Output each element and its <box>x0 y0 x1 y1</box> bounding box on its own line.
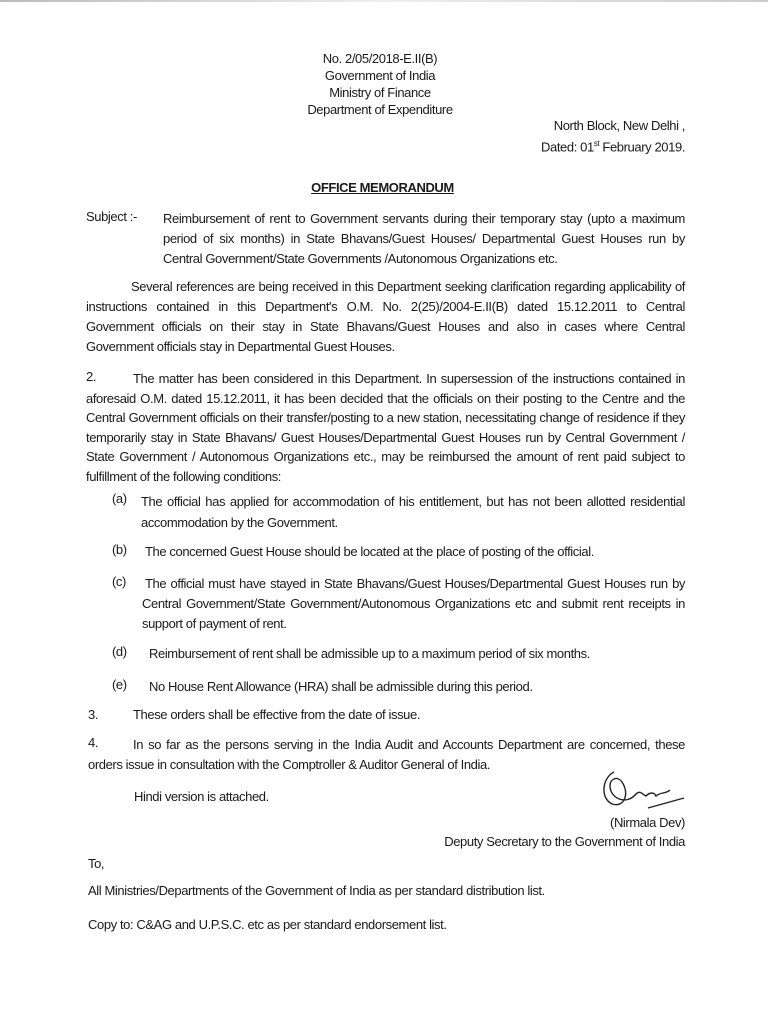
department-name: Department of Expenditure <box>307 102 453 117</box>
paragraph-1: Several references are being received in this Department seeking clarification regarding applicability of instructions contained in this Department's O.M. No. 2(25)/2004-E.II(B) dated 15.12.2011 to Central Government officials on their stay in State Bhavans/Guest Houses and also in cases where Central Government officials stay in Departmental Guest Houses. <box>86 279 685 354</box>
condition-text: The official must have stayed in State Bhavans/Guest Houses/Departmental Guest Houses run by Central Government/State Government/Autonomous Organizations etc and submit rent receipts in support of payment of rent. <box>142 576 685 631</box>
document-title: OFFICE MEMORANDUM <box>311 180 454 195</box>
place-date <box>541 117 685 156</box>
to-recipients: All Ministries/Departments of the Government of India as per standard distribution list. <box>88 883 545 898</box>
date-sup: st <box>593 139 600 148</box>
condition-text: The official has applied for accommodation of his entitlement, but has not been allotted residential accommodation by the Government. <box>141 494 685 530</box>
subject-label: Subject :- <box>86 209 137 224</box>
paragraph-4: In so far as the persons serving in the India Audit and Accounts Department are concerned, these orders issue in consultation with the Comptroller & Auditor General of India. <box>88 737 685 772</box>
signatory-title: Deputy Secretary to the Government of India <box>444 834 685 849</box>
condition-label: (e) <box>112 677 127 692</box>
condition-text: No House Rent Allowance (HRA) shall be admissible during this period. <box>149 679 533 694</box>
ministry-name: Ministry of Finance <box>329 85 431 100</box>
condition-d <box>112 644 685 664</box>
paragraph-2-number: 2. <box>86 369 97 384</box>
to-label: To, <box>88 856 105 871</box>
copy-to: Copy to: C&AG and U.P.S.C. etc as per standard endorsement list. <box>88 917 447 932</box>
date-suffix: February 2019. <box>599 139 685 155</box>
condition-label: (d) <box>112 644 127 659</box>
signature-icon <box>596 764 686 814</box>
condition-text: Reimbursement of rent shall be admissible up to a maximum period of six months. <box>149 646 590 661</box>
paragraph-3: These orders shall be effective from the date of issue. <box>133 707 421 722</box>
signatory-name: (Nirmala Dev) <box>610 815 685 830</box>
condition-e <box>112 677 685 697</box>
government-name: Government of India <box>324 68 436 83</box>
reference-number: No. 2/05/2018-E.II(B) <box>322 51 438 66</box>
condition-a <box>112 491 685 533</box>
date-prefix: Dated: 01 <box>541 139 594 155</box>
date <box>541 135 685 156</box>
scan-edge <box>0 0 768 2</box>
condition-label: (c) <box>112 574 126 589</box>
condition-b <box>112 542 685 562</box>
subject-text: Reimbursement of rent to Government servants during their temporary stay (upto a maximum period of six months) in State Bhavans/Guest Houses/ Departmental Guest Houses run by Central Government/State Governments /Autonomous Organizations etc. <box>163 211 685 266</box>
place: North Block, New Delhi , <box>553 118 685 133</box>
condition-label: (a) <box>112 491 127 506</box>
paragraph-3-number: 3. <box>88 707 99 722</box>
paragraph-2: The matter has been considered in this Department. In supersession of the instructions contained in aforesaid O.M. dated 15.12.2011, it has been decided that the officials on their posting to the Centre and the Central Government officials on their transfer/posting to a new station, necessitating change of residence if they temporarily stay in State Bhavans/ Guest Houses/Departmental Guest Houses run by Central Government / State Government / Autonomous Organizations etc., may be reimbursed the amount of rent paid subject to fulfillment of the following conditions: <box>86 371 685 484</box>
hindi-note: Hindi version is attached. <box>134 789 269 804</box>
condition-label: (b) <box>112 542 127 557</box>
letterhead <box>230 50 530 118</box>
paragraph-4-number: 4. <box>88 735 99 750</box>
condition-c <box>112 574 685 634</box>
condition-text: The concerned Guest House should be located at the place of posting of the official. <box>145 544 594 559</box>
